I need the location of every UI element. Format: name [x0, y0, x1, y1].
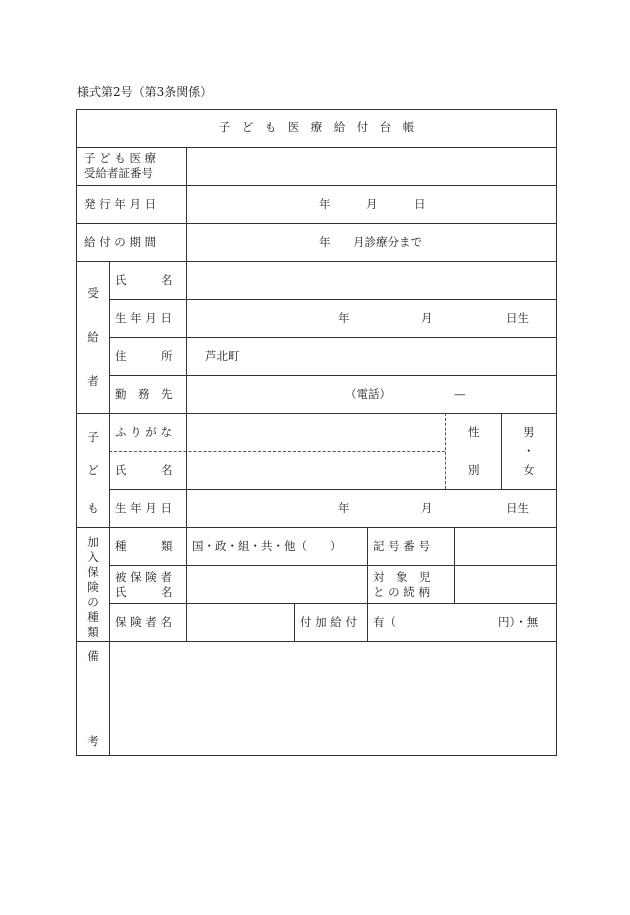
recipient-address-value[interactable]: 芦北町 — [205, 349, 240, 363]
recipient-name-field[interactable] — [188, 263, 554, 297]
recipient-group-char-1: 受 — [87, 286, 99, 300]
child-sex-male[interactable]: 男 — [523, 425, 535, 439]
insurance-group-char-6: 種 — [87, 610, 99, 624]
issue-year-unit: 年 — [319, 197, 331, 211]
child-group-char-3: も — [87, 501, 99, 515]
child-dob-day: 日生 — [506, 501, 529, 515]
remarks-char-1: 備 — [87, 649, 99, 663]
additional-benefit-rest[interactable]: 円）・無 — [498, 615, 539, 629]
recipient-name-label: 氏 名 — [115, 273, 173, 287]
insurance-symbol-field[interactable] — [456, 529, 554, 563]
insurer-name-label: 保 険 者 名 — [115, 615, 172, 629]
issue-day-unit: 日 — [414, 197, 426, 211]
issue-month-unit: 月 — [366, 197, 378, 211]
recipient-workplace-label: 勤 務 先 — [115, 387, 173, 401]
insurance-group-char-3: 保 — [87, 565, 99, 579]
remarks-char-2: 考 — [87, 734, 99, 748]
ledger-title — [76, 122, 557, 134]
child-furigana-field[interactable] — [188, 415, 444, 449]
child-sex-label-2: 別 — [468, 463, 480, 477]
recipient-group-char-3: 者 — [87, 374, 99, 388]
recipient-dob-month: 月 — [421, 311, 433, 325]
insurance-group-char-5: の — [87, 595, 99, 609]
benefit-period-label: 給 付 の 期 間 — [84, 235, 157, 249]
issue-date-label: 発 行 年 月 日 — [84, 197, 157, 211]
cert-number-label-2: 受給者証番号 — [84, 166, 153, 180]
recipient-address-label: 住 所 — [115, 349, 173, 363]
child-name-field[interactable] — [188, 453, 444, 487]
insurance-group-char-2: 入 — [87, 550, 99, 564]
additional-benefit-yes[interactable]: 有（ — [373, 615, 396, 629]
child-group-char-2: ど — [87, 463, 99, 477]
relation-label-2: と の 続 柄 — [373, 585, 430, 599]
cert-number-field[interactable] — [188, 149, 554, 183]
insured-name-field[interactable] — [188, 567, 366, 601]
workplace-phone-dash: — — [454, 387, 466, 401]
additional-benefit-label: 付 加 給 付 — [300, 615, 357, 629]
child-group-char-1: 子 — [87, 430, 99, 444]
recipient-group-char-2: 給 — [87, 330, 99, 344]
period-year-unit: 年 — [319, 235, 331, 249]
child-sex-separator: ・ — [523, 444, 535, 458]
insured-label-1: 被 保 険 者 — [115, 570, 172, 584]
recipient-dob-year: 年 — [338, 311, 350, 325]
insurance-type-options[interactable]: 国・政・組・共・他（ ） — [192, 539, 342, 553]
form-id-label: 様式第2号（第3条関係） — [77, 85, 213, 99]
child-dob-month: 月 — [421, 501, 433, 515]
insurance-group-char-7: 類 — [87, 625, 99, 639]
child-sex-female[interactable]: 女 — [523, 463, 535, 477]
relation-label-1: 対 象 児 — [373, 570, 431, 584]
remarks-field[interactable] — [111, 643, 554, 753]
insurance-group-char-1: 加 — [87, 535, 99, 549]
relation-field[interactable] — [456, 567, 554, 601]
child-sex-label-1: 性 — [468, 425, 480, 439]
child-dob-label: 生 年 月 日 — [115, 501, 172, 515]
workplace-phone-label: （電話） — [345, 387, 391, 401]
cert-number-label-1: 子 ど も 医 療 — [84, 151, 157, 165]
insurer-name-field[interactable] — [188, 605, 292, 639]
insurance-type-label: 種 類 — [115, 539, 173, 553]
recipient-dob-day: 日生 — [506, 311, 529, 325]
ledger-title-text: 子 ど も 医 療 給 付 台 帳 — [218, 120, 415, 134]
insurance-group-char-4: 険 — [87, 580, 99, 594]
child-furigana-label: ふ り が な — [115, 425, 172, 439]
period-suffix: 月診療分まで — [353, 235, 422, 249]
recipient-dob-label: 生 年 月 日 — [115, 311, 172, 325]
benefit-ledger-table — [76, 109, 557, 756]
child-dob-year: 年 — [338, 501, 350, 515]
insurance-symbol-label: 記 号 番 号 — [373, 539, 430, 553]
insured-label-2: 氏 名 — [115, 585, 173, 599]
child-name-label: 氏 名 — [115, 463, 173, 477]
